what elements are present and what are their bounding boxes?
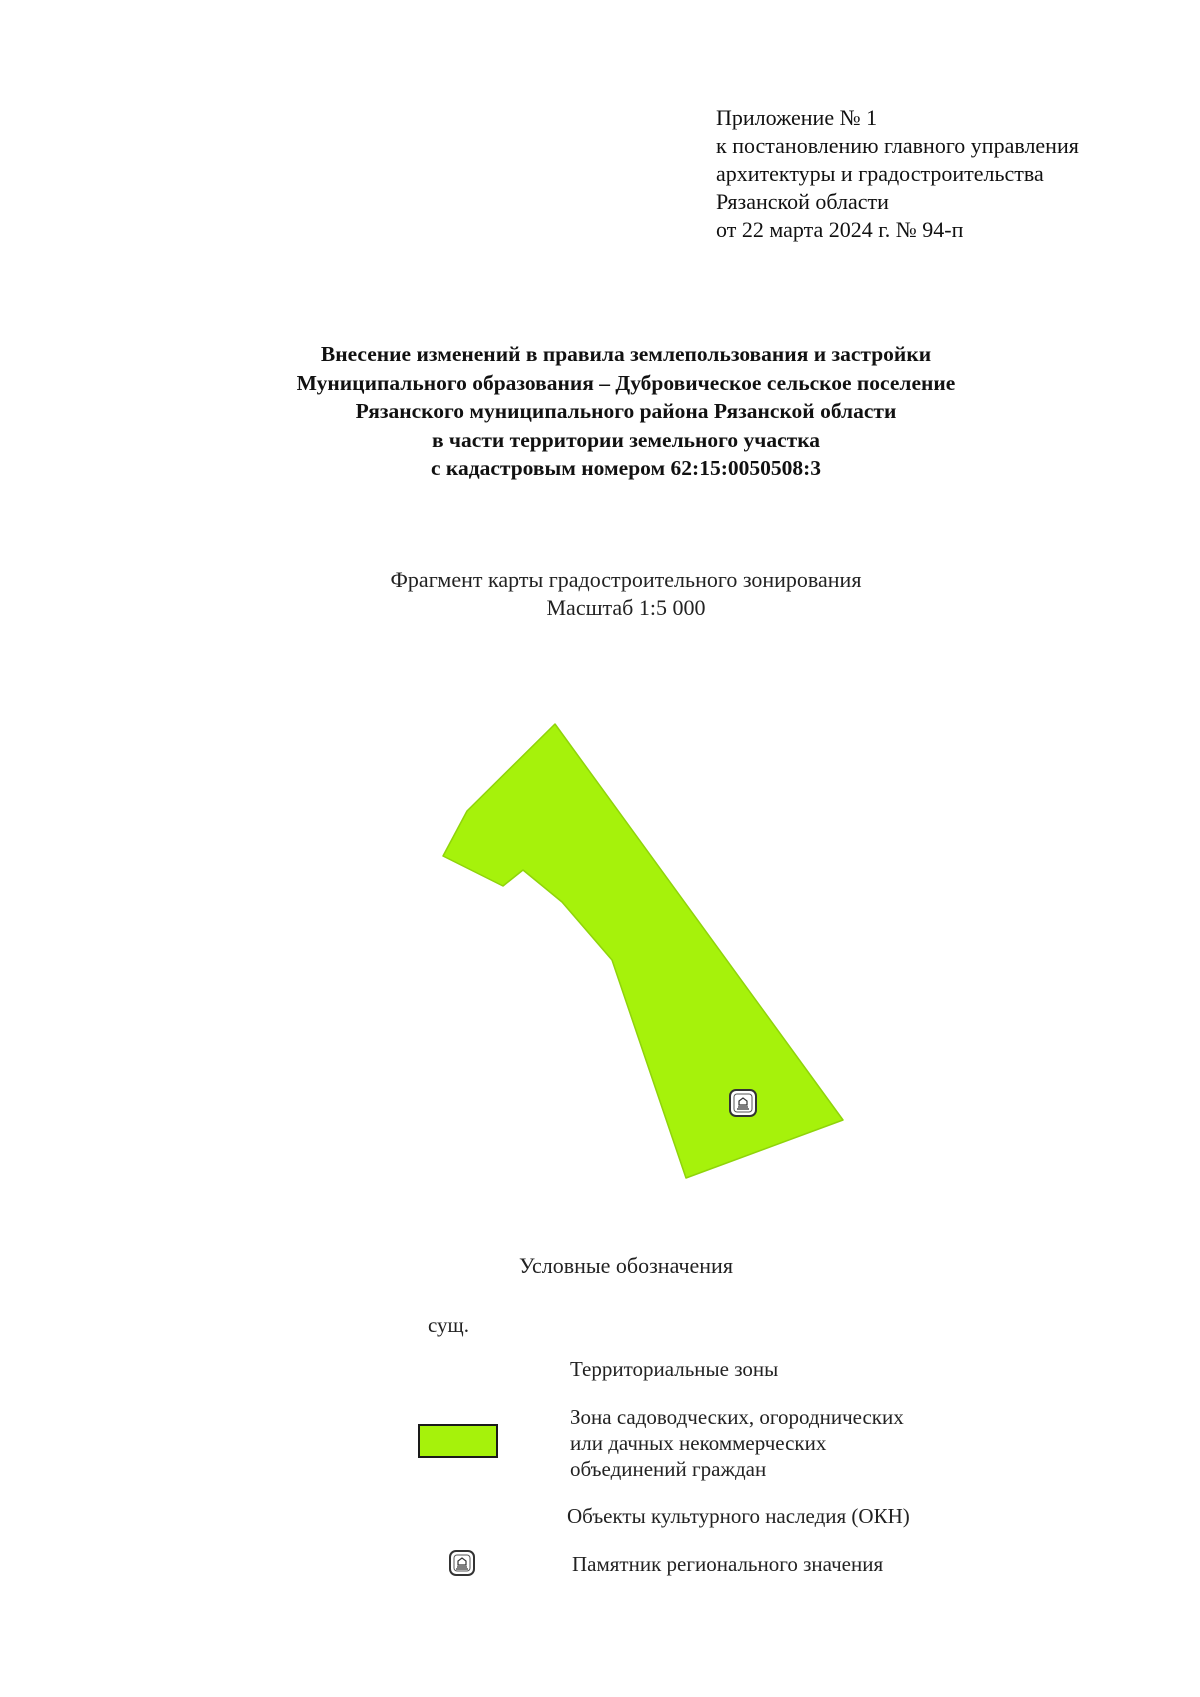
appendix-line: от 22 марта 2024 г. № 94-п: [716, 217, 964, 242]
territorial-zones-heading: Территориальные зоны: [570, 1357, 779, 1381]
okn-heading: Объекты культурного наследия (ОКН): [567, 1504, 910, 1528]
zone-label: [570, 1404, 904, 1482]
title-line: Рязанского муниципального района Рязанской области: [355, 399, 897, 423]
appendix-line: к постановлению главного управления: [716, 133, 1079, 158]
zone-label-line: или дачных некоммерческих: [570, 1431, 827, 1455]
title-line: в части территории земельного участка: [431, 427, 821, 452]
title-line: с кадастровым номером 62:15:0050508:3: [430, 456, 822, 480]
legend-abbr: сущ.: [428, 1313, 469, 1337]
zone-polygon: [443, 724, 843, 1178]
legend-title: Условные обозначения: [519, 1253, 733, 1278]
zone-swatch: [418, 1424, 498, 1458]
monument-label: Памятник регионального значения: [572, 1552, 884, 1576]
appendix-line: Рязанской области: [716, 189, 889, 214]
zone-label-line: объединений граждан: [570, 1457, 767, 1481]
appendix-line: архитектуры и градостроительства: [716, 161, 1044, 186]
map-scale: Масштаб 1:5 000: [546, 595, 706, 620]
zone-label-line: Зона садоводческих, огороднических: [570, 1405, 904, 1429]
monument-icon: [730, 1090, 756, 1116]
appendix-line: Приложение № 1: [716, 105, 878, 130]
title-line: Внесение изменений в правила землепользования и застройки: [320, 342, 932, 366]
title-line: Муниципального образования – Дубровическое сельское поселение: [296, 370, 956, 395]
map-caption-title: Фрагмент карты градостроительного зонирования: [390, 567, 862, 592]
legend-monument-icon: [449, 1550, 475, 1576]
